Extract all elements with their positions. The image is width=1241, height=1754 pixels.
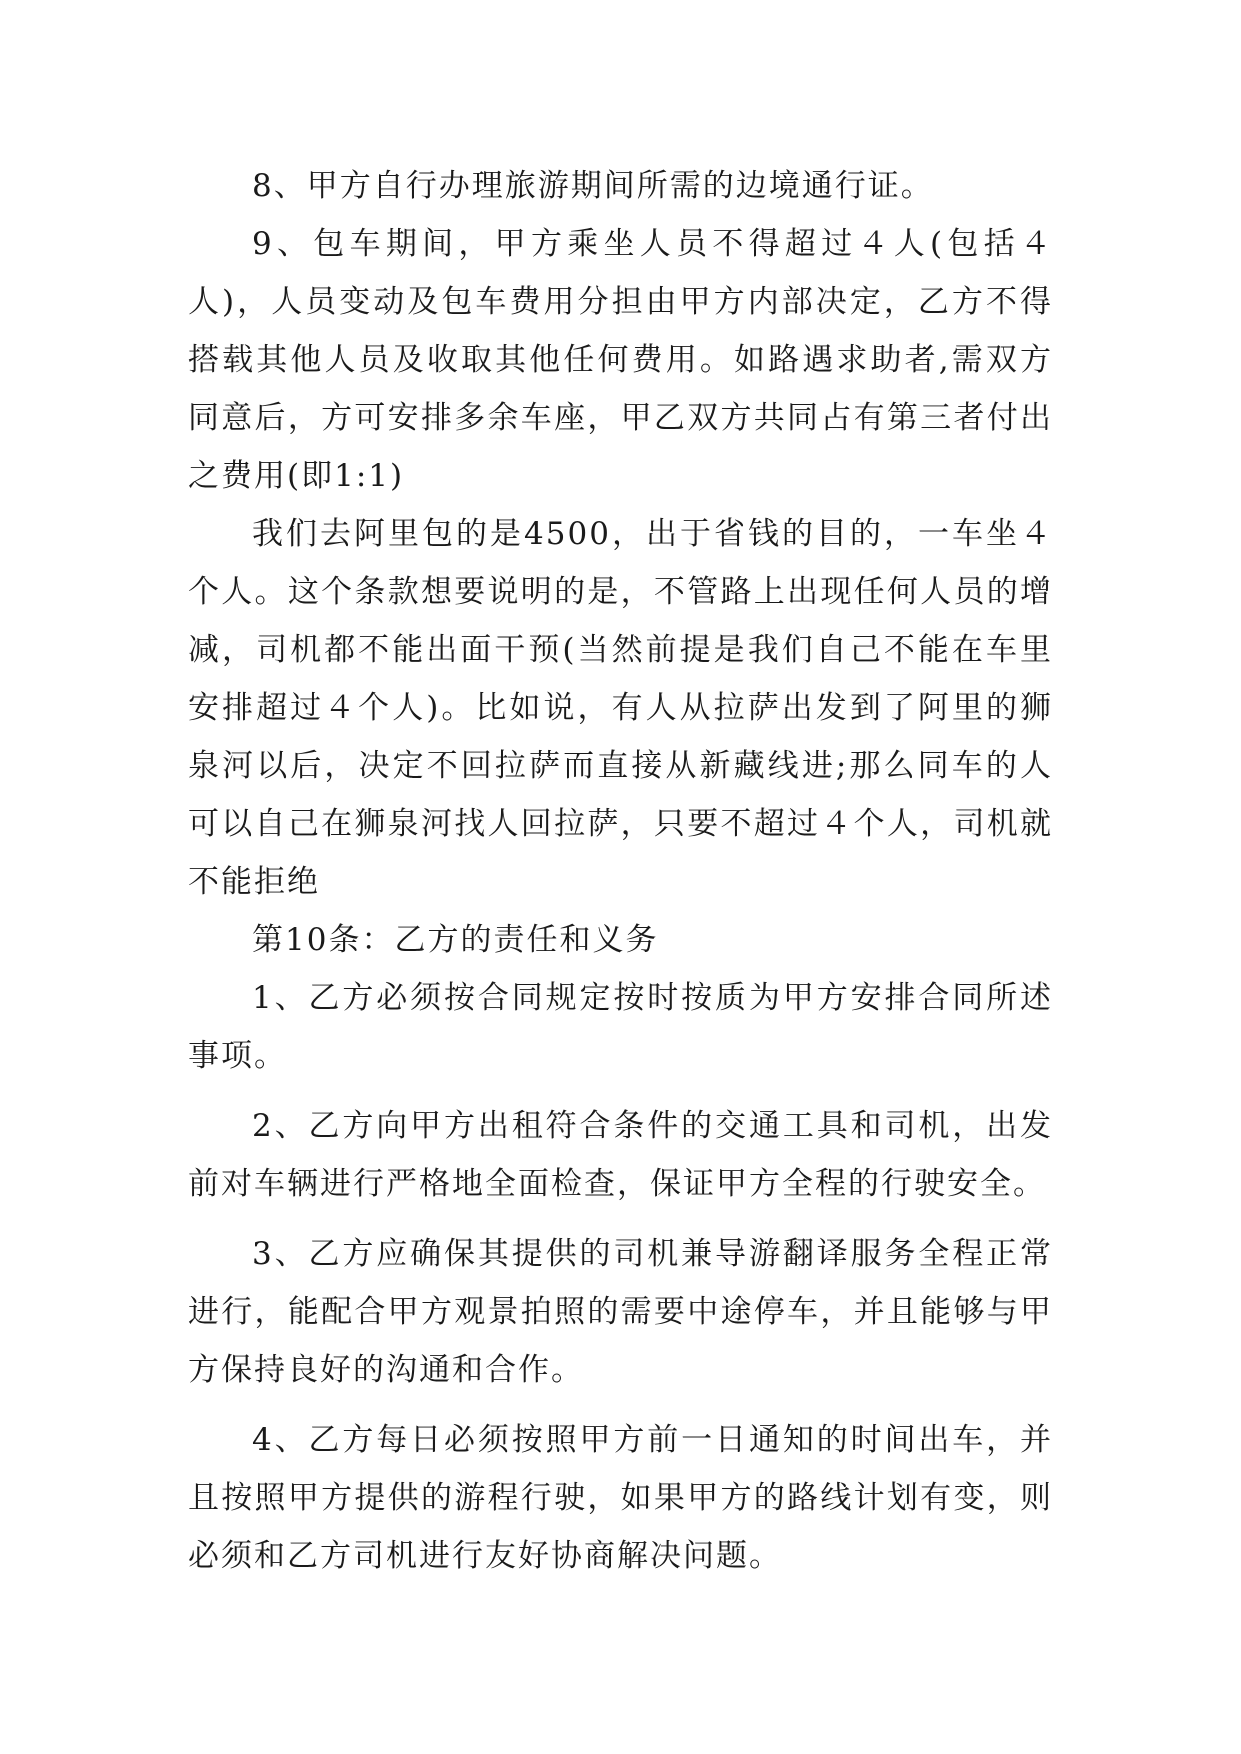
section-heading-article-10: 第10条：乙方的责任和义务 xyxy=(252,922,659,958)
paragraph-item-2: 2、乙方向甲方出租符合条件的交通工具和司机，出发前对车辆进行严格地全面检查，保证甲方全程的行驶安全。 xyxy=(188,1108,1053,1202)
paragraph-item-3: 3、乙方应确保其提供的司机兼导游翻译服务全程正常进行，能配合甲方观景拍照的需要中途停车，并且能够与甲方保持良好的沟通和合作。 xyxy=(188,1236,1053,1388)
paragraph-item-9: 9、包车期间，甲方乘坐人员不得超过４人(包括４人)，人员变动及包车费用分担由甲方内部决定，乙方不得搭载其他人员及收取其他任何费用。如路遇求助者,需双方同意后，方可安排多余车座，甲乙双方共同占有第三者付出之费用(即1:1) xyxy=(188,226,1053,494)
paragraph-item-1: 1、乙方必须按合同规定按时按质为甲方安排合同所述事项。 xyxy=(188,980,1053,1074)
document-body xyxy=(188,157,1053,1585)
paragraph-item-8: 8、甲方自行办理旅游期间所需的边境通行证。 xyxy=(252,168,934,204)
commentary-paragraph: 我们去阿里包的是4500，出于省钱的目的，一车坐４个人。这个条款想要说明的是，不管路上出现任何人员的增减，司机都不能出面干预(当然前提是我们自己不能在车里安排超过４个人)。比如说，有人从拉萨出发到了阿里的狮泉河以后，决定不回拉萨而直接从新藏线进;那么同车的人可以自己在狮泉河找人回拉萨，只要不超过４个人，司机就不能拒绝 xyxy=(188,516,1053,900)
paragraph-item-4: 4、乙方每日必须按照甲方前一日通知的时间出车，并且按照甲方提供的游程行驶，如果甲方的路线计划有变，则必须和乙方司机进行友好协商解决问题。 xyxy=(188,1422,1053,1574)
